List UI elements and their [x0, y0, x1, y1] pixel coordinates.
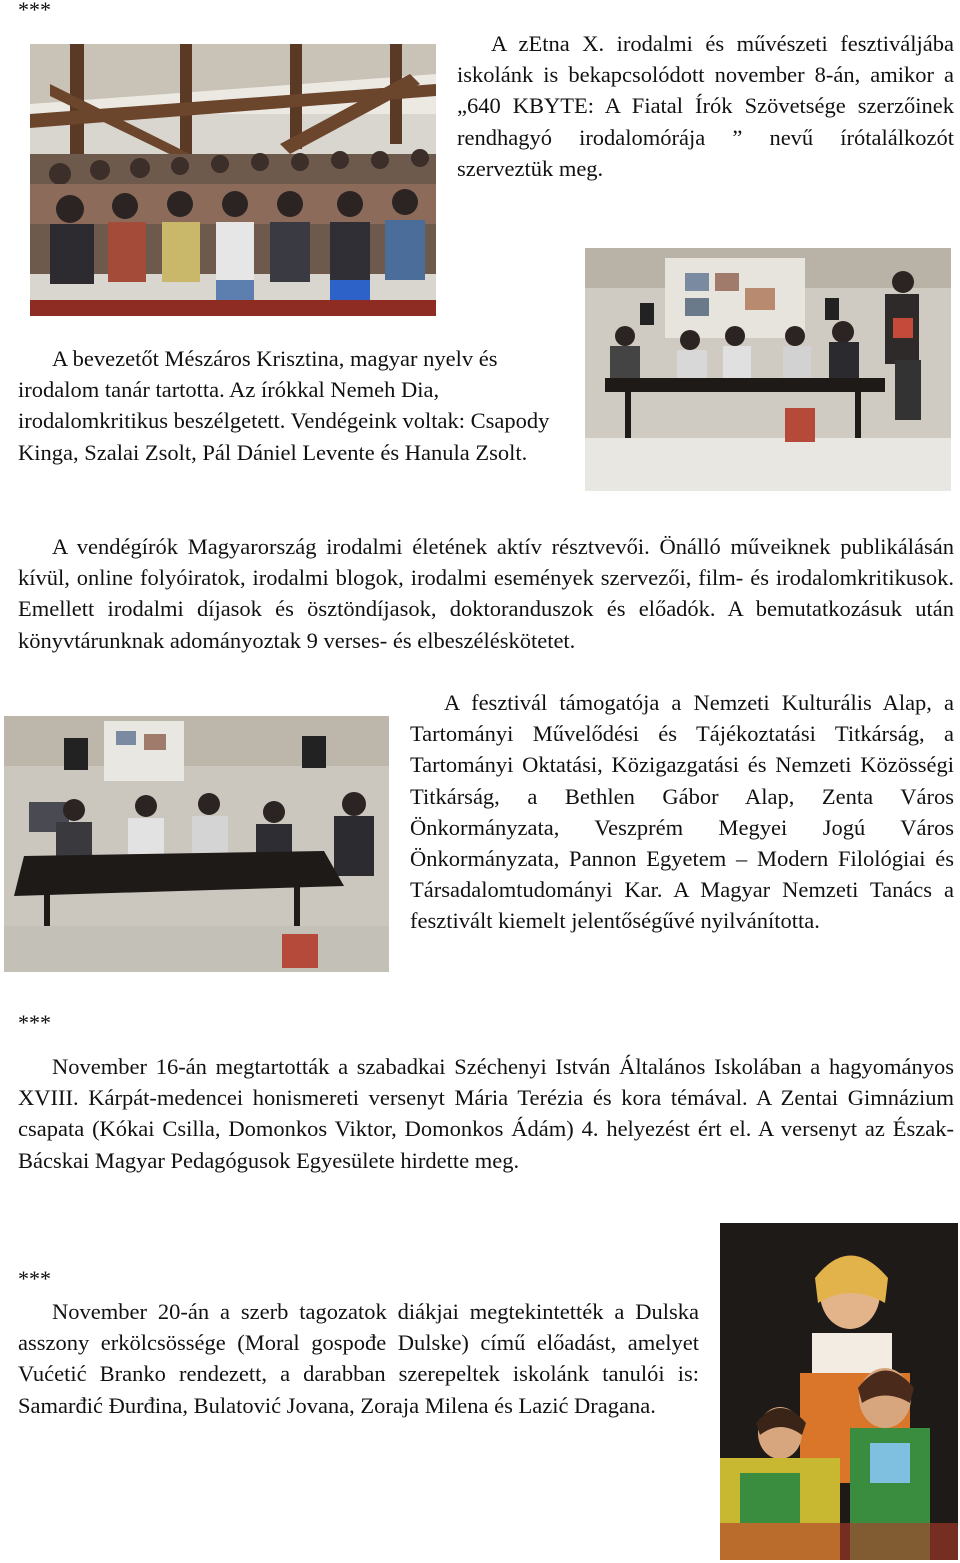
separator-top: *** — [18, 0, 51, 22]
theatre-illustration — [720, 1223, 958, 1560]
theatre-paragraph — [18, 1296, 699, 1421]
audience-photo — [30, 44, 436, 316]
table-illustration — [4, 716, 389, 972]
hosts-text: A bevezetőt Mészáros Krisztina, magyar nyelv és irodalom tanár tartotta. Az írókkal Nemeh Dia, irodalomkritikus beszélgetett. Vendégeink voltak: Csapody Kinga, Szalai Zsolt, Pál Dániel Levente és Hanula Zsolt. — [18, 346, 550, 465]
hosts-paragraph — [18, 343, 563, 468]
competition-text: November 16-án megtartották a szabadkai Széchenyi István Általános Iskolában a hagyományos XVIII. Kárpát-medencei honismereti versenyt Mária Terézia és kora témával. A Zentai Gimnázium csapata (Kókai Csilla, Domonkos Viktor, Domonkos Ádám) 4. helyezést ért el. A versenyt az Észak-Bácskai Magyar Pedagógusok Egyesülete hirdette meg. — [18, 1054, 954, 1173]
separator-3: *** — [18, 1266, 51, 1291]
audience-illustration — [30, 44, 436, 316]
guests-paragraph — [18, 531, 954, 656]
guests-text: A vendégírók Magyarország irodalmi életének aktív résztvevői. Önálló műveiknek publikálásán kívül, online folyóiratok, irodalmi blogok, irodalmi események szervezői, film- és irodalomkritikusok. Emellett irodalmi díjasok és ösztöndíjasok, doktoranduszok és előadók. A bemutatkozásuk után könyvtárunknak adományoztak 9 verses- és elbeszéléskötetet. — [18, 534, 954, 653]
sponsors-paragraph — [410, 687, 954, 937]
panel-photo — [585, 248, 951, 491]
intro-text: A zEtna X. irodalmi és művészeti fesztiváljába iskolánk is bekapcsolódott november 8-án, amikor a „640 KBYTE: A Fiatal Írók Szövetsége szerzőinek rendhagyó irodalomórája ” nevű írótalálkozót szerveztük meg. — [457, 31, 954, 181]
theatre-text: November 20-án a szerb tagozatok diákjai megtekintették a Dulska asszony erkölcsössége (Moral gospođe Dulske) című előadást, amelyet Vućetić Branko rendezett, a darabban szerepeltek iskolánk tanulói is: Samarđić Đurđina, Bulatović Jovana, Zoraja Milena és Lazić Dragana. — [18, 1299, 699, 1418]
theatre-photo — [720, 1223, 958, 1560]
competition-paragraph — [18, 1051, 954, 1176]
table-photo — [4, 716, 389, 972]
panel-illustration — [585, 248, 951, 491]
sponsors-text: A fesztivál támogatója a Nemzeti Kulturális Alap, a Tartományi Művelődési és Tájékoztatási Titkárság, a Tartományi Oktatási, Közigazgatási és Nemzeti Közösségi Titkárság, a Bethlen Gábor Alap, Zenta Város Önkormányzata, Veszprém Megyei Jogú Város Önkormányzata, Pannon Egyetem – Modern Filológiai és Társadalomtudományi Kar. A Magyar Nemzeti Tanács a fesztivált kiemelt jelentőségűvé nyilvánította. — [410, 690, 954, 934]
separator-2: *** — [18, 1010, 51, 1035]
intro-paragraph — [457, 28, 954, 184]
